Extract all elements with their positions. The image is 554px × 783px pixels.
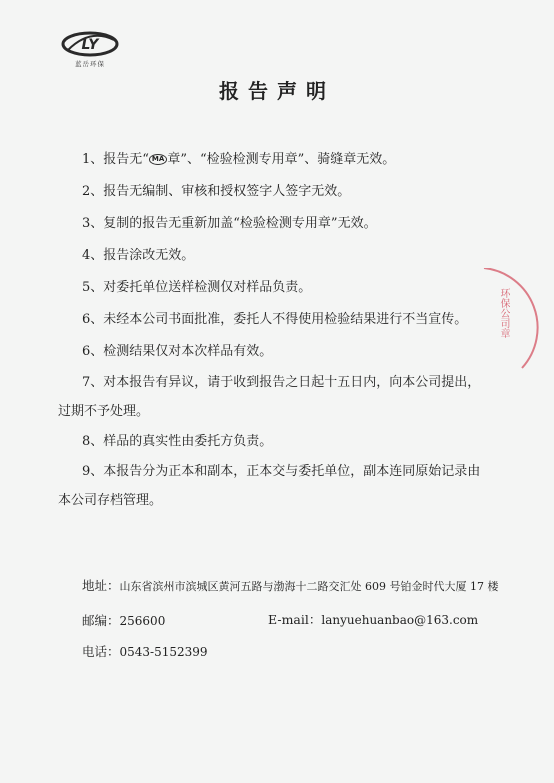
email-line (268, 610, 478, 628)
cma-mark-icon: MA (149, 154, 167, 165)
statement-item-10-line-1: 9、本报告分为正本和副本，正本交与委托单位，副本连同原始记录由 (82, 464, 481, 479)
statement-item-1 (82, 152, 395, 167)
statement-1-suffix: 章”、“检验检测专用章”、骑缝章无效。 (167, 152, 396, 167)
address-label: 地址： (82, 578, 120, 593)
postcode-value: 256600 (119, 614, 166, 628)
email-value[interactable]: lanyuehuanbao@163.com (321, 613, 479, 627)
seal-text: 环保公司章 (498, 288, 509, 338)
logo-icon (58, 30, 122, 60)
statement-item-7: 6、检测结果仅对本次样品有效。 (82, 344, 273, 359)
phone-value: 0543-5152399 (119, 645, 208, 659)
statement-item-2: 2、报告无编制、审核和授权签字人签字无效。 (82, 184, 351, 199)
company-seal (482, 268, 554, 388)
postcode-line (82, 611, 165, 629)
address-line (82, 576, 499, 594)
statement-item-4: 4、报告涂改无效。 (82, 248, 195, 263)
statement-item-9: 8、样品的真实性由委托方负责。 (82, 434, 273, 449)
phone-label: 电话： (82, 644, 120, 659)
phone-line (82, 642, 208, 660)
statement-item-10-line-2: 本公司存档管理。 (58, 493, 163, 508)
seal-icon (482, 268, 554, 388)
logo-mark: LY (81, 37, 99, 53)
statement-item-6: 6、未经本公司书面批准，委托人不得使用检验结果进行不当宣传。 (82, 312, 468, 327)
email-label: E-mail： (268, 612, 322, 627)
company-short-name: 蓝岳环保 (75, 60, 105, 68)
postcode-label: 邮编： (82, 613, 120, 628)
statement-item-5: 5、对委托单位送样检测仅对样品负责。 (82, 280, 312, 295)
statement-1-prefix: 1、报告无“ (82, 152, 149, 167)
statement-item-8-line-1: 7、对本报告有异议，请于收到报告之日起十五日内，向本公司提出， (82, 375, 481, 390)
statement-item-8-line-2: 过期不予处理。 (58, 404, 150, 419)
company-logo (58, 30, 122, 78)
statement-item-3: 3、复制的报告无重新加盖“检验检测专用章”无效。 (82, 216, 377, 231)
address-value: 山东省滨州市滨城区黄河五路与渤海十二路交汇处 609 号铂金时代大厦 17 楼 (119, 580, 499, 593)
page-title: 报告声明 (219, 79, 335, 103)
